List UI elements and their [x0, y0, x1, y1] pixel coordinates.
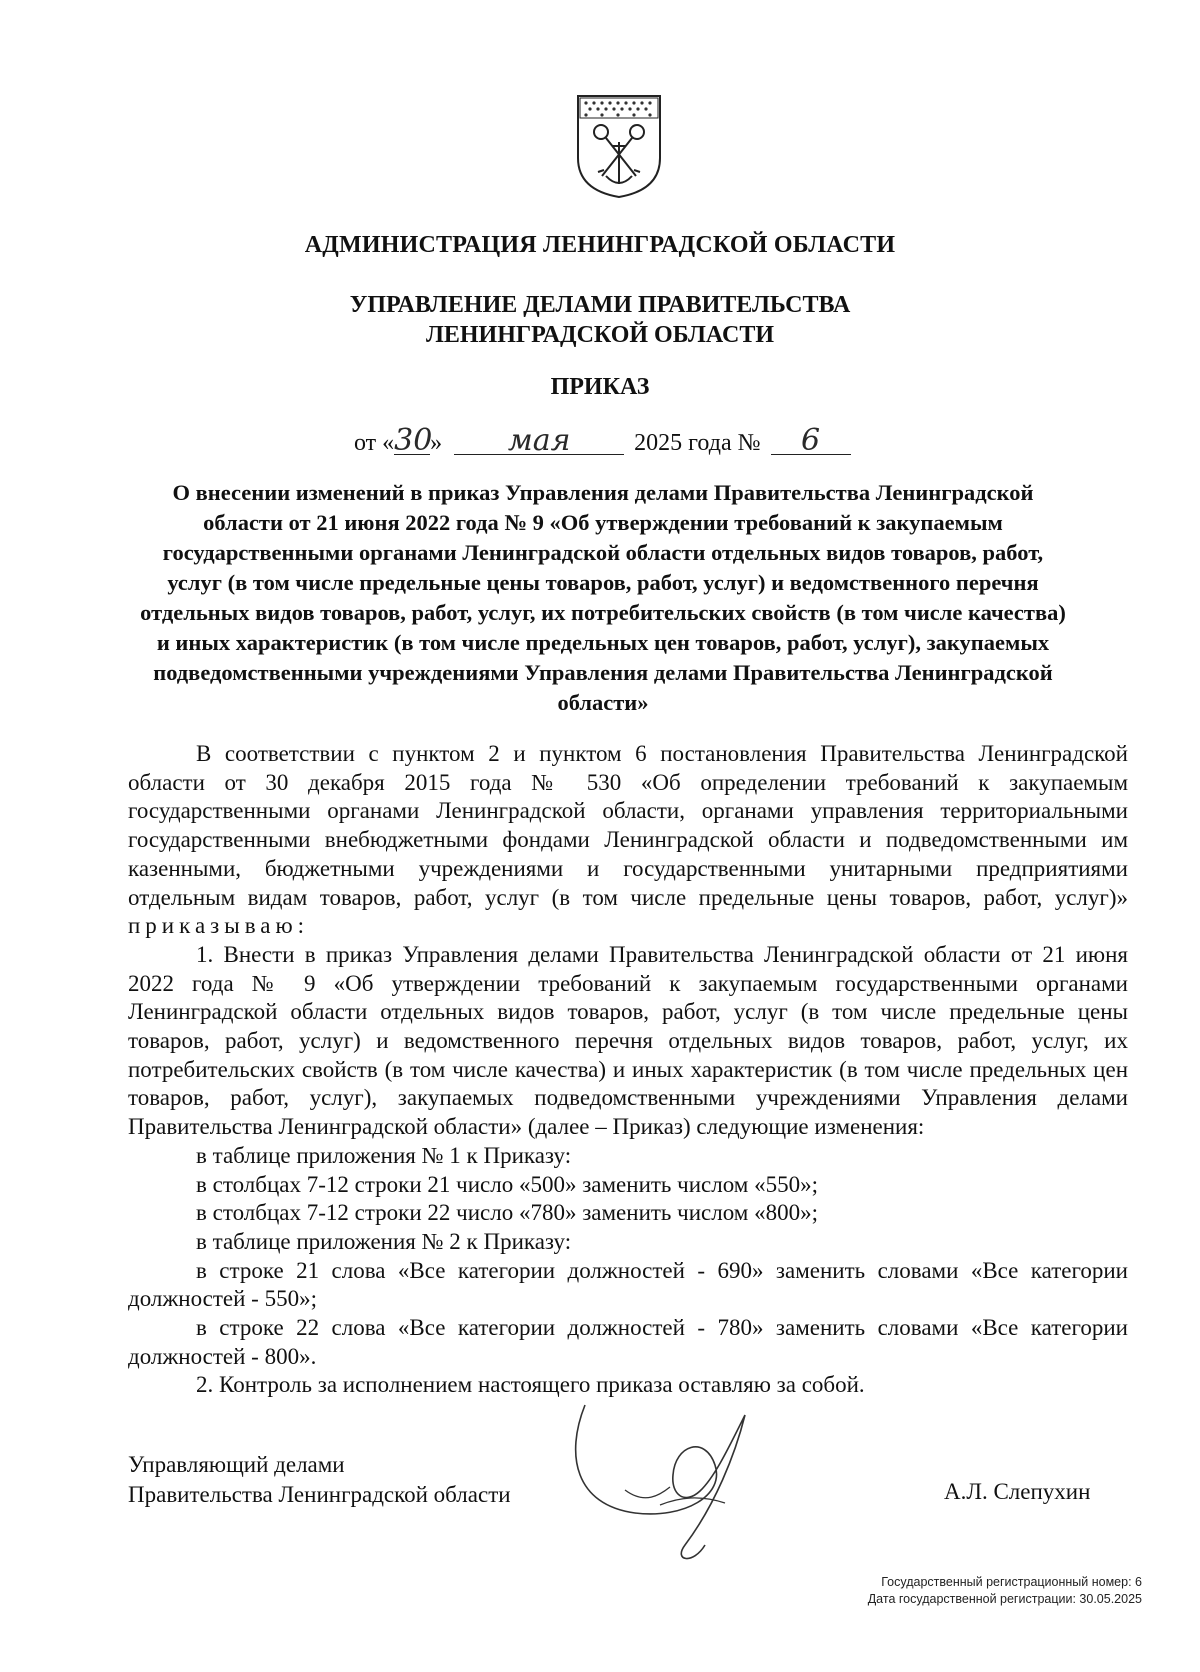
date-prefix: от « [354, 430, 395, 456]
department-heading-line2: ЛЕНИНГРАДСКОЙ ОБЛАСТИ [425, 322, 775, 348]
sub-item-2: в столбцах 7-12 строки 21 число «500» заменить числом «550»; [196, 1171, 818, 1197]
document-type-heading: ПРИКАЗ [550, 374, 650, 400]
signatory-position [128, 1450, 511, 1510]
registration-stamp [812, 1574, 1142, 1608]
sub-item-5: в строке 21 слова «Все категории должностей - 690» заменить словами «Все категории должностей - 550»; [128, 1257, 1128, 1312]
preamble-paragraph [128, 740, 1128, 941]
sub-item-4: в таблице приложения № 2 к Приказу: [196, 1228, 572, 1254]
order-body [128, 740, 1128, 1400]
department-heading-line1: УПРАВЛЕНИЕ ДЕЛАМИ ПРАВИТЕЛЬСТВА [349, 292, 851, 318]
date-quote-close: » [430, 430, 443, 456]
signatory-position-line2: Правительства Ленинградской области [128, 1482, 511, 1507]
registration-date: Дата государственной регистрации: 30.05.2025 [867, 1592, 1142, 1606]
handwritten-signature [565, 1395, 795, 1575]
item-2: 2. Контроль за исполнением настоящего приказа оставляю за собой. [196, 1372, 865, 1398]
item-1: 1. Внести в приказ Управления делами Правительства Ленинградской области от 21 июня 2022 года № 9 «Об утверждении требований к закупаемым государственными органами Ленинградской области отдельных видов товаров, работ, услуг (в том числе предельные цены товаров, работ, услуг) и ведомственного перечня отдельных видов товаров, работ, услуг, их потребительских свойств (в том числе качества) и иных характеристик (в том числе предельных цен товаров, работ, услуг), закупаемых подведомственными учреждениями Управления делами Правительства Ленинградской области» (далее – Приказ) следующие изменения: [128, 941, 1128, 1140]
order-title: О внесении изменений в приказ Управления делами Правительства Ленинградской области от 21 июня 2022 года № 9 «Об утверждении требований к закупаемым государственными органами Ленинградской области отдельных видов товаров, работ, услуг (в том числе предельные цены товаров, работ, услуг) и ведомственного перечня отдельных видов товаров, работ, услуг, их потребительских свойств (в том числе качества) и иных характеристик (в том числе предельных цен товаров, работ, услуг), закупаемых подведомственными учреждениями Управления делами Правительства Ленинградской области» [140, 480, 1066, 715]
date-month: мая [454, 428, 624, 455]
signer-name: А.Л. Слепухин [944, 1479, 1091, 1504]
order-dateline [354, 423, 851, 458]
signatory-position-line1: Управляющий делами [128, 1452, 345, 1477]
department-heading [0, 290, 1200, 350]
date-year: 2025 года № [634, 430, 761, 456]
date-day: 30 [394, 423, 433, 458]
coat-of-arms-icon [574, 92, 664, 200]
sub-item-1: в таблице приложения № 1 к Приказу: [196, 1142, 572, 1168]
administration-heading: АДМИНИСТРАЦИЯ ЛЕНИНГРАДСКОЙ ОБЛАСТИ [304, 232, 896, 258]
sub-item-3: в столбцах 7-12 строки 22 число «780» заменить числом «800»; [196, 1200, 818, 1226]
preamble-text: В соответствии с пунктом 2 и пунктом 6 постановления Правительства Ленинградской области от 30 декабря 2015 года № 530 «Об определении требований к закупаемым государственными органами Ленинградской области, органами управления территориальными государственными внебюджетными фондами Ленинградской области и подведомственными им казенными, бюджетными учреждениями и государственными унитарными предприятиями отдельным видам товаров, работ, услуг (в том числе предельные цены товаров, работ, услуг)» [128, 741, 1128, 910]
registration-number: Государственный регистрационный номер: 6 [881, 1575, 1142, 1589]
order-number: 6 [771, 428, 851, 455]
order-word: приказываю: [128, 913, 310, 939]
sub-item-6: в строке 22 слова «Все категории должностей - 780» заменить словами «Все категории должностей - 800». [128, 1315, 1128, 1369]
